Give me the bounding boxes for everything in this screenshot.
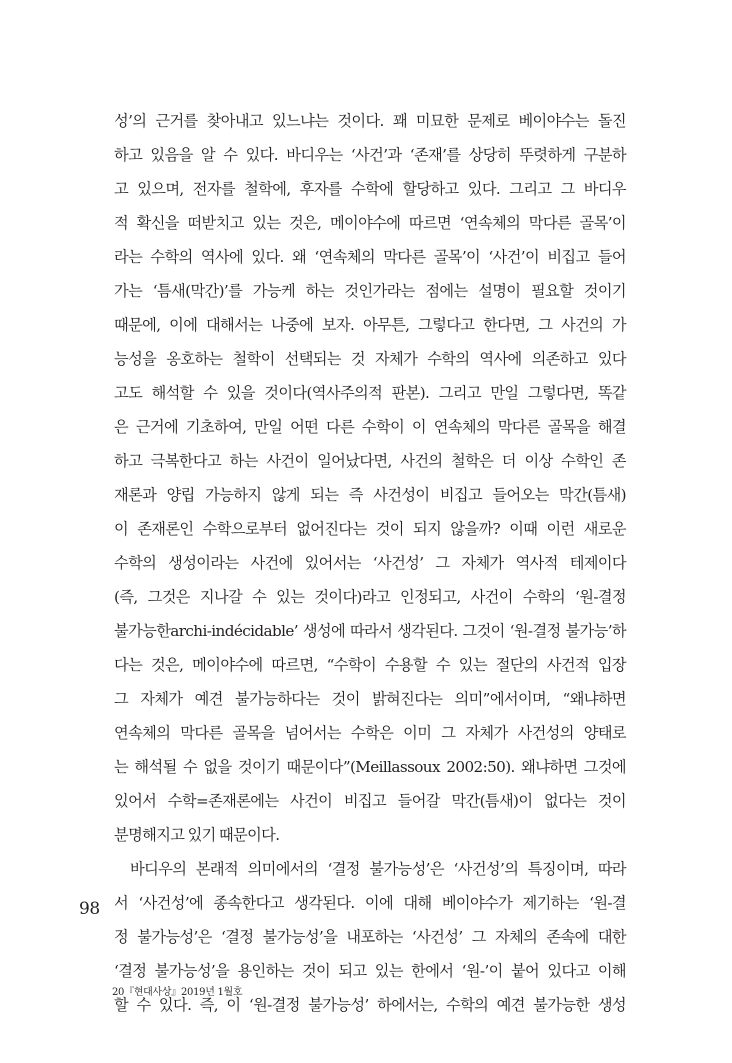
- text-line: 때문에, 이에 대해서는 나중에 보자. 아무튼, 그렇다고 한다면, 그 사건의 가: [114, 316, 626, 334]
- text-line: 그 자체가 예견 불가능하다는 것이 밝혀진다는 의미”에서이며, “왜냐하면: [114, 690, 626, 708]
- text-line: (즉, 그것은 지나갈 수 있는 것이다)라고 인정되고, 사건이 수학의 ‘원-결정: [114, 588, 626, 606]
- text-line: 연속체의 막다른 골목을 넘어서는 수학은 이미 그 자체가 사건성의 양태로: [114, 724, 626, 742]
- text-line: 적 확신을 떠받치고 있는 것은, 메이야수에 따르면 ‘연속체의 막다른 골목’이: [114, 214, 626, 232]
- text-line: 고도 해석할 수 있을 것이다(역사주의적 판본). 그리고 만일 그렇다면, 똑같: [114, 384, 626, 402]
- text-line: 분명해지고 있기 때문이다.: [114, 826, 280, 844]
- page-number: 98: [79, 899, 100, 919]
- text-line: 수학의 생성이라는 사건에 있어서는 ‘사건성’ 그 자체가 역사적 테제이다: [114, 554, 626, 572]
- text-line: 이 존재론인 수학으로부터 없어진다는 것이 되지 않을까? 이때 이런 새로운: [114, 520, 626, 538]
- text-line: 능성을 옹호하는 철학이 선택되는 것 자체가 수학의 역사에 의존하고 있다: [114, 350, 626, 368]
- text-line: 재론과 양립 가능하지 않게 되는 즉 사건성이 비집고 들어오는 막간(틈새): [114, 486, 626, 504]
- text-line: 다는 것은, 메이야수에 따르면, “수학이 수용할 수 있는 절단의 사건적 입장: [114, 656, 626, 674]
- text-line: 는 해석될 수 없을 것이기 때문이다”(Meillassoux 2002:50). 왜냐하면 그것에: [114, 758, 626, 776]
- text-line: 은 근거에 기초하여, 만일 어떤 다른 수학이 이 연속체의 막다른 골목을 해결: [114, 418, 626, 436]
- text-line: 라는 수학의 역사에 있다. 왜 ‘연속체의 막다른 골목’이 ‘사건’이 비집고 들어: [114, 248, 626, 266]
- text-line: 할 수 있다. 즉, 이 ‘원-결정 불가능성’ 하에서는, 수학의 예견 불가능한 생성: [114, 996, 626, 1014]
- text-line: 하고 있음을 알 수 있다. 바디우는 ‘사건’과 ‘존재’를 상당히 뚜렷하게 구분하: [114, 146, 626, 164]
- text-line: ‘결정 불가능성’을 용인하는 것이 되고 있는 한에서 ‘원-’이 붙어 있다고 이해: [114, 962, 626, 980]
- text-line: 불가능한archi-indécidable’ 생성에 따라서 생각된다. 그것이 ‘원-결정 불가능’하: [114, 622, 626, 640]
- text-line: 성’의 근거를 찾아내고 있느냐는 것이다. 꽤 미묘한 문제로 베이야수는 돌진: [114, 112, 626, 130]
- body-text: [114, 104, 626, 1022]
- text-line: 있어서 수학=존재론에는 사건이 비집고 들어갈 막간(틈새)이 없다는 것이: [114, 792, 626, 810]
- text-line: 고 있으며, 전자를 철학에, 후자를 수학에 할당하고 있다. 그리고 그 바디우: [114, 180, 626, 198]
- footer-source: 20『현대사상』2019년 1월호: [112, 987, 243, 998]
- text-line: 정 불가능성’은 ‘결정 불가능성’을 내포하는 ‘사건성’ 그 자체의 존속에 대한: [114, 928, 626, 946]
- text-line: 바디우의 본래적 의미에서의 ‘결정 불가능성’은 ‘사건성’의 특징이며, 따라: [130, 860, 626, 878]
- text-line: 가는 ‘틈새(막간)’를 가능케 하는 것인가라는 점에는 설명이 필요할 것이기: [114, 282, 626, 300]
- text-line: 하고 극복한다고 하는 사건이 일어났다면, 사건의 철학은 더 이상 수학인 존: [114, 452, 626, 470]
- text-line: 서 ‘사건성’에 종속한다고 생각된다. 이에 대해 베이야수가 제기하는 ‘원-결: [114, 894, 626, 912]
